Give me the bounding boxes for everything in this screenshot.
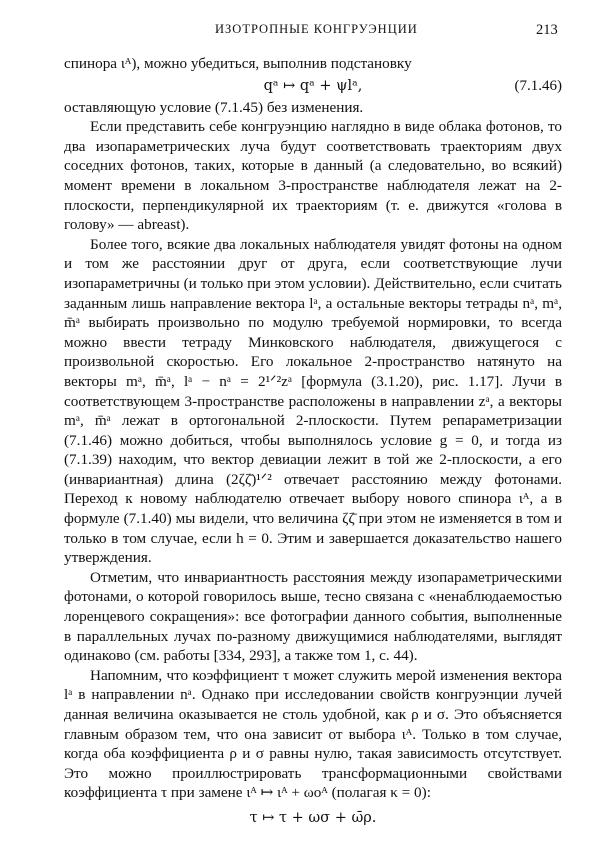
paragraph-tau-coefficient: Напомним, что коэффициент τ может служить мерой изменения вектора lᵃ в направлении nᵃ. Однако при исследовании свойств конгруэнции лучей данная величина оказывается не столь удобной, как ρ и σ. Это объясняется главным образом тем, что она зависит от выбора ιᴬ. Только в том случае, когда оба коэффициента ρ и σ равны нулю, такая зависимость отсутствует. Это можно проиллюстрировать трансформационными свойствами коэффициента τ при замене ιᴬ ↦ ιᴬ + ωoᴬ (полагая κ = 0): xyxy=(64,666,562,802)
formula-expression: qᵃ ↦ qᵃ + ψlᵃ, xyxy=(263,77,363,94)
equation-number: (7.1.46) xyxy=(514,77,562,94)
after-formula-line: оставляющую условие (7.1.45) без изменения. xyxy=(64,98,364,116)
paragraph-photon-cloud: Если представить себе конгруэнцию наглядно в виде облака фотонов, то два изопараметрических луча будут соответствовать траекториям двух соседних фотонов, таких, которые в данный (а следовательно, во всякий) момент времени в локальном 3-пространстве наблюдателя лежат на 2-плоскости, перпендикулярной их траекториям (т. е. движутся «голова в голову» — abreast). xyxy=(64,118,562,234)
formula-7-1-46 xyxy=(64,74,562,98)
intro-line: спинора ιᴬ), можно убедиться, выполнив подстановку xyxy=(64,55,412,72)
page-number: 213 xyxy=(536,22,558,38)
page-header xyxy=(0,20,600,40)
running-title: ИЗОТРОПНЫЕ КОНГРУЭНЦИИ xyxy=(215,22,418,36)
body-text xyxy=(64,54,562,833)
paragraph-observers: Более того, всякие два локальных наблюдателя увидят фотоны на одном и том же расстоянии друг от друга, если соответствующие лучи изопараметричны (и только при этом условии). Действительно, если считать заданным лишь направление вектора lᵃ, а остальные векторы тетрады nᵃ, mᵃ, m̄ᵃ выбирать произвольно по модулю требуемой нормировки, то всегда можно ввести тетраду Минковского наблюдателя, движущегося с произвольной скоростью. Его локальное 2-пространство натянуто на векторы mᵃ, m̄ᵃ, lᵃ − nᵃ = 2¹ᐟ²zᵃ [формула (3.1.20), рис. 1.17]. Лучи в соответствующем 3-пространстве расположены в направлении zᵃ, а векторы mᵃ, m̄ᵃ лежат в ортогональной 2-плоскости. Путем репараметризации (7.1.46) можно добиться, чтобы выполнялось условие g = 0, и тогда из (7.1.39) находим, что вектор девиации лежит в той же 2-плоскости, а его (инвариантная) длина (2ζζ̄)¹ᐟ² отвечает расстоянию между фотонами. Переход к новому наблюдателю отвечает выбору нового спинора ιᴬ, а в формуле (7.1.40) мы видели, что величина ζζ̄ при этом не изменяется в том и только в том случае, если h = 0. Этим и завершается доказательство нашего утверждения. xyxy=(64,235,562,567)
formula-expression: τ ↦ τ + ωσ + ω̄ρ. xyxy=(249,809,377,826)
formula-tau-transform xyxy=(64,803,562,833)
paragraph-lorentz-contraction: Отметим, что инвариантность расстояния между изопараметрическими фотонами, о которой говорилось выше, тесно связана с «ненаблюдаемостью лоренцевого сокращения»: все фотографии данного события, выполненные в параллельных лучах по-разному движущимися наблюдателями, выглядят одинаково (см. работы [334, 293], а также том 1, с. 44). xyxy=(64,568,562,665)
